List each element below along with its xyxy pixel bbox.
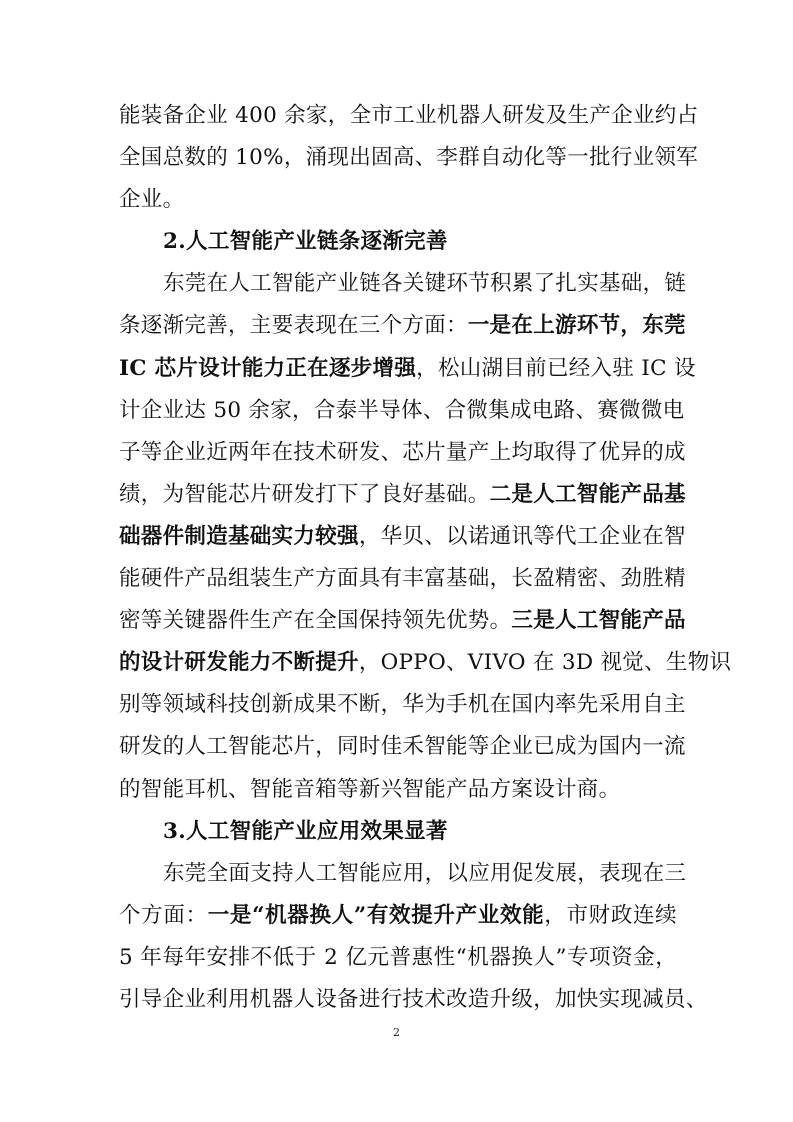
text-line: 条逐渐完善，主要表现在三个方面：一是在上游环节，东莞: [119, 313, 686, 339]
text-line: IC 芯片设计能力正在逐步增强，松山湖目前已经入驻 IC 设: [119, 355, 696, 381]
text-line: 引导企业利用机器人设备进行技术改造升级，加快实现减员、: [119, 986, 708, 1012]
text-line: 全国总数的 10%，涌现出固高、李群自动化等一批行业领军: [119, 145, 699, 171]
text-line: 研发的人工智能芯片，同时佳禾智能等企业已成为国内一流: [119, 734, 686, 760]
page-number: 2: [393, 1026, 400, 1039]
text-line: 密等关键器件生产在全国保持领先优势。三是人工智能产品: [119, 608, 686, 634]
text-line: 计企业达 50 余家，合泰半导体、合微集成电路、赛微微电: [119, 397, 685, 423]
text-line: 别等领域科技创新成果不断，华为手机在国内率先采用自主: [119, 692, 686, 718]
text-line: 东莞在人工智能产业链各关键环节积累了扎实基础，链: [163, 271, 687, 297]
text-line: 个方面：一是“机器换人”有效提升产业效能，市财政连续: [119, 902, 677, 928]
text-line: 的智能耳机、智能音箱等新兴智能产品方案设计商。: [119, 776, 621, 802]
text-line: 东莞全面支持人工智能应用，以应用促发展，表现在三: [163, 860, 687, 886]
text-line: 5 年每年安排不低于 2 亿元普惠性“机器换人”专项资金，: [119, 944, 677, 970]
text-line: 能硬件产品组装生产方面具有丰富基础，长盈精密、劲胜精: [119, 566, 686, 592]
text-line: 企业。: [119, 187, 185, 213]
text-line: 子等企业近两年在技术研发、芯片量产上均取得了优异的成: [119, 439, 686, 465]
text-line: 绩，为智能芯片研发打下了良好基础。二是人工智能产品基: [119, 481, 686, 507]
text-line: 的设计研发能力不断提升，OPPO、VIVO 在 3D 视觉、生物识: [119, 650, 732, 676]
section-heading-2: 2.人工智能产业链条逐渐完善: [163, 229, 448, 255]
document-body: [119, 95, 732, 1021]
text-line: 能装备企业 400 余家，全市工业机器人研发及生产企业约占: [119, 103, 699, 128]
text-line: 础器件制造基础实力较强，华贝、以诺通讯等代工企业在智: [119, 523, 686, 549]
section-heading-3: 3.人工智能产业应用效果显著: [163, 818, 448, 844]
